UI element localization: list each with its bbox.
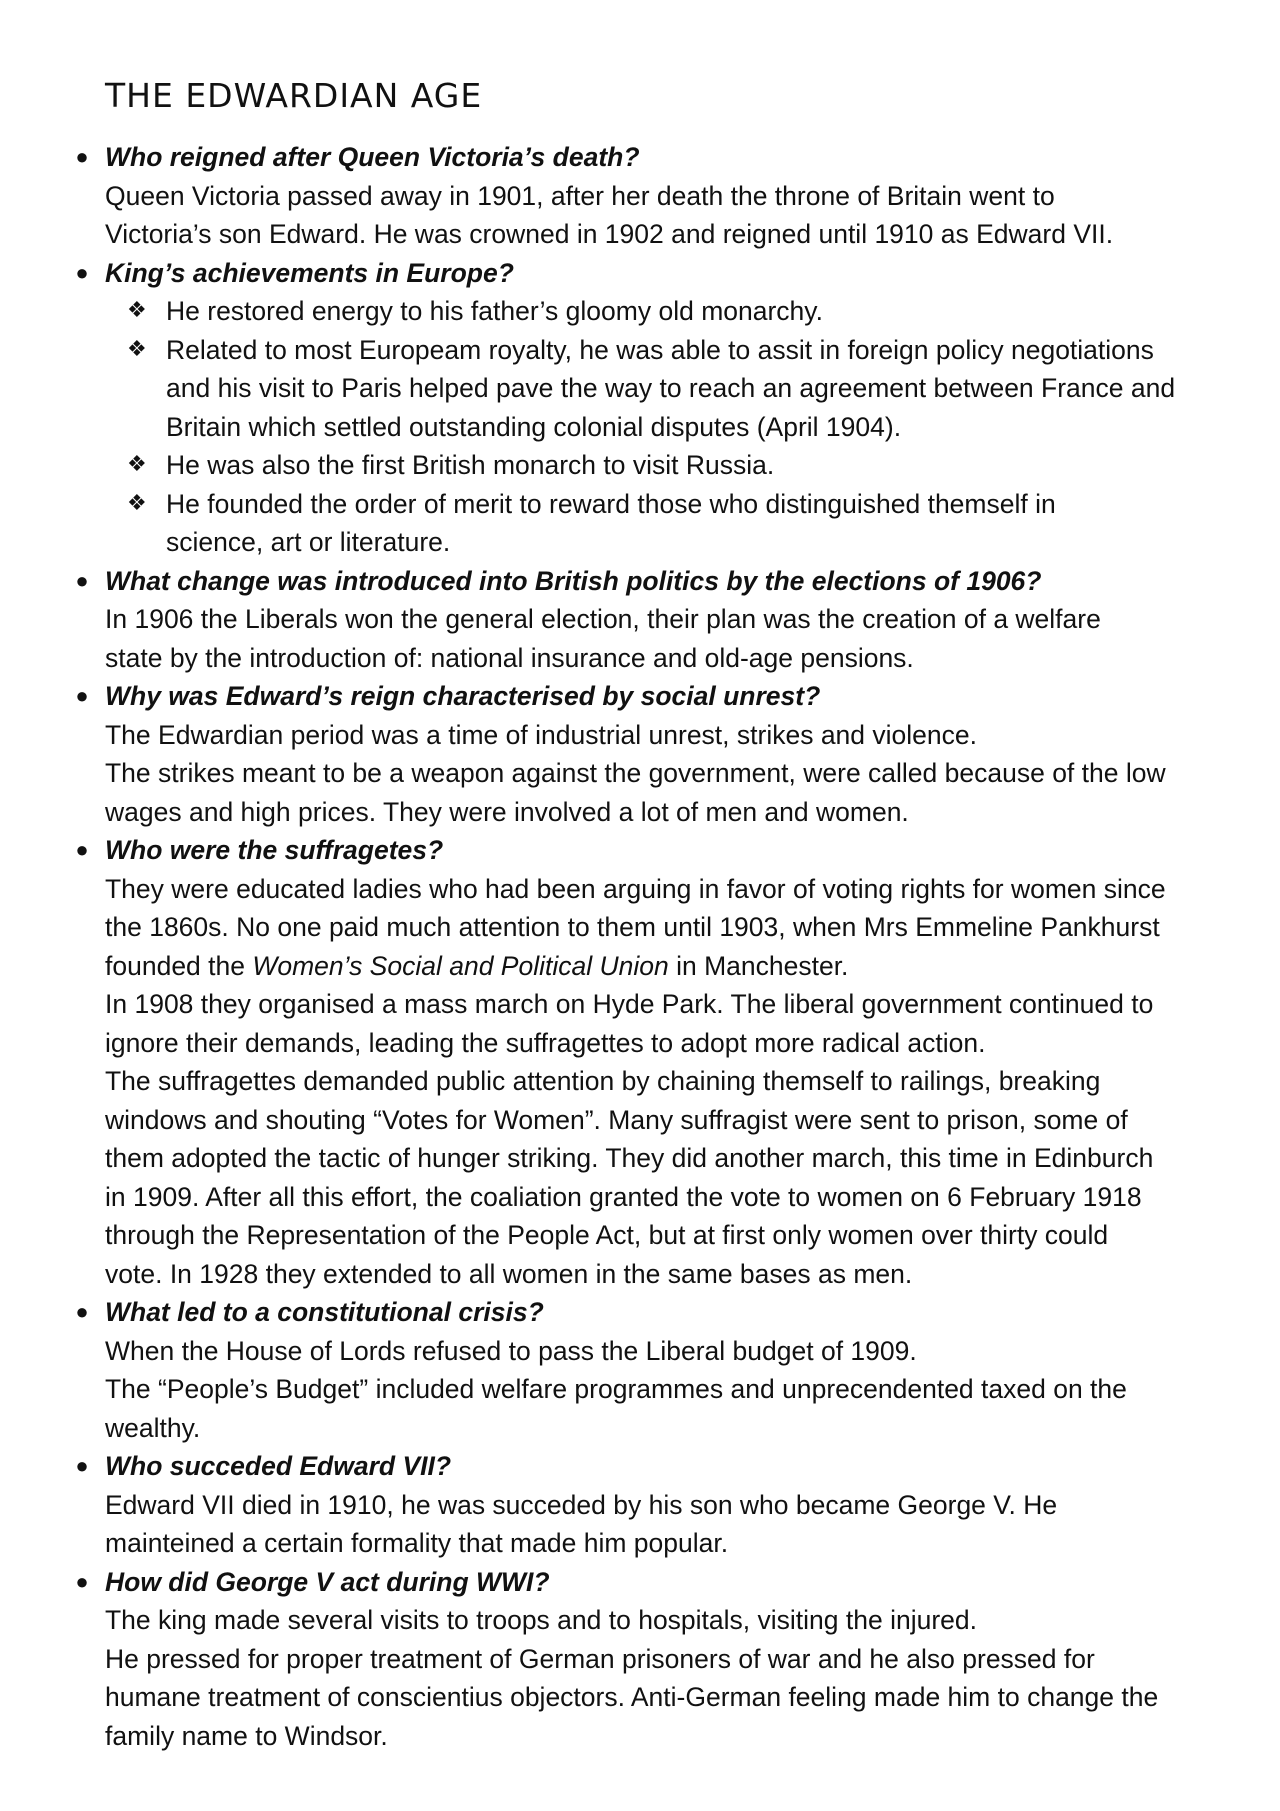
sub-item: [105, 446, 1215, 485]
bullet-dot-icon: ●: [75, 683, 89, 708]
answer-line: ignore their demands, leading the suffragettes to adopt more radical action.: [105, 1027, 986, 1058]
sub-item: [105, 331, 1215, 447]
answer-line: the 1860s. No one paid much attention to them until 1903, when Mrs Emmeline Pankhurst: [105, 912, 1160, 942]
qa-item: [75, 254, 1215, 562]
question: What led to a constitutional crisis?: [105, 1297, 544, 1327]
bullet-dot-icon: ●: [75, 1453, 89, 1478]
answer-line: The Edwardian period was a time of industrial unrest, strikes and violence.: [105, 719, 977, 750]
four-diamond-icon: ❖: [127, 490, 147, 516]
answer-line: The suffragettes demanded public attention by chaining themself to railings, breaking: [105, 1066, 1101, 1096]
qa-item: [75, 1563, 1215, 1756]
bullet-dot-icon: ●: [75, 144, 89, 169]
qa-item: [75, 677, 1215, 831]
answer-line: The strikes meant to be a weapon against the government, were called because of the low: [105, 758, 1166, 788]
four-diamond-icon: ❖: [127, 336, 147, 362]
qa-list: [75, 138, 1215, 1755]
answer-line: [105, 947, 1215, 986]
answer-line: They were educated ladies who had been arguing in favor of voting rights for women since: [105, 873, 1166, 904]
sub-item-line: He was also the first British monarch to visit Russia.: [166, 450, 775, 480]
answer-line: Queen Victoria passed away in 1901, after her death the throne of Britain went to: [105, 180, 1055, 211]
answer-line: them adopted the tactic of hunger striking. They did another march, this time in Edinburch: [105, 1143, 1154, 1173]
sub-item-line: Britain which settled outstanding colonial disputes (April 1904).: [166, 411, 902, 442]
bullet-dot-icon: ●: [75, 259, 89, 285]
bullet-dot-icon: ●: [75, 567, 89, 593]
answer-line: family name to Windsor.: [105, 1720, 388, 1751]
answer-line: In 1906 the Liberals won the general election, their plan was the creation of a welfare: [105, 604, 1101, 634]
answer-line: mainteined a certain formality that made him popular.: [105, 1528, 729, 1558]
sub-item-line: and his visit to Paris helped pave the way to reach an agreement between France and: [166, 373, 1176, 403]
question: Who succeded Edward VII?: [105, 1451, 452, 1481]
qa-item: [75, 1293, 1215, 1447]
sub-item-line: science, art or literature.: [166, 527, 451, 557]
answer-line: wages and high prices. They were involved a lot of men and women.: [105, 796, 909, 827]
bullet-dot-icon: ●: [75, 1299, 89, 1324]
text-run: founded the: [105, 950, 253, 981]
question: How did George V act during WWI?: [105, 1566, 550, 1597]
bullet-dot-icon: ●: [75, 837, 89, 862]
qa-item: [75, 831, 1215, 1293]
bullet-dot-icon: ●: [75, 1568, 89, 1594]
question: Who reigned after Queen Victoria’s death?: [105, 142, 640, 172]
four-diamond-icon: ❖: [127, 298, 147, 323]
answer-line: through the Representation of the People Act, but at first only women over thirty could: [105, 1220, 1109, 1250]
answer-line: In 1908 they organised a mass march on Hyde Park. The liberal government continued to: [105, 989, 1154, 1019]
answer-line: When the House of Lords refused to pass the Liberal budget of 1909.: [105, 1335, 917, 1366]
question: Who were the suffragetes?: [105, 835, 444, 865]
answer-line: wealthy.: [105, 1412, 201, 1443]
question: King’s achievements in Europe?: [105, 257, 514, 288]
sub-item: [105, 292, 1215, 331]
answer-line: The king made several visits to troops and to hospitals, visiting the injured.: [105, 1605, 978, 1635]
answer-line: The “People’s Budget” included welfare programmes and unprecendented taxed on the: [105, 1374, 1127, 1404]
answer-line: state by the introduction of: national insurance and old-age pensions.: [105, 642, 914, 673]
qa-item: [75, 1447, 1215, 1563]
answer-line: Edward VII died in 1910, he was succeded by his son who became George V. He: [105, 1489, 1058, 1520]
answer-line: in 1909. After all this effort, the coaliation granted the vote to women on 6 February 1918: [105, 1181, 1142, 1212]
question: Why was Edward’s reign characterised by social unrest?: [105, 681, 821, 711]
page-title: THE EDWARDIAN AGE: [105, 76, 483, 115]
four-diamond-icon: ❖: [127, 452, 147, 477]
answer-line: Victoria’s son Edward. He was crowned in 1902 and reigned until 1910 as Edward VII.: [105, 219, 1114, 249]
answer-line: windows and shouting “Votes for Women”. Many suffragist were sent to prison, some of: [105, 1104, 1128, 1135]
organization-name: Women’s Social and Political Union: [252, 950, 669, 981]
sub-item-line: He restored energy to his father’s gloomy old monarchy.: [166, 296, 823, 326]
sub-item-line: Related to most Europeam royalty, he was able to assit in foreign policy negotiations: [166, 334, 1154, 365]
qa-item: [75, 562, 1215, 678]
answer-line: humane treatment of conscientius objectors. Anti-German feeling made him to change the: [105, 1682, 1159, 1712]
qa-item: [75, 138, 1215, 254]
answer-line: He pressed for proper treatment of German prisoners of war and he also pressed for: [105, 1643, 1095, 1674]
sub-item: [105, 485, 1215, 562]
answer-line: vote. In 1928 they extended to all women in the same bases as men.: [105, 1258, 913, 1289]
text-run: in Manchester.: [668, 950, 849, 981]
question: What change was introduced into British politics by the elections of 1906?: [105, 565, 1042, 596]
sub-item-line: He founded the order of merit to reward those who distinguished themself in: [166, 488, 1056, 519]
